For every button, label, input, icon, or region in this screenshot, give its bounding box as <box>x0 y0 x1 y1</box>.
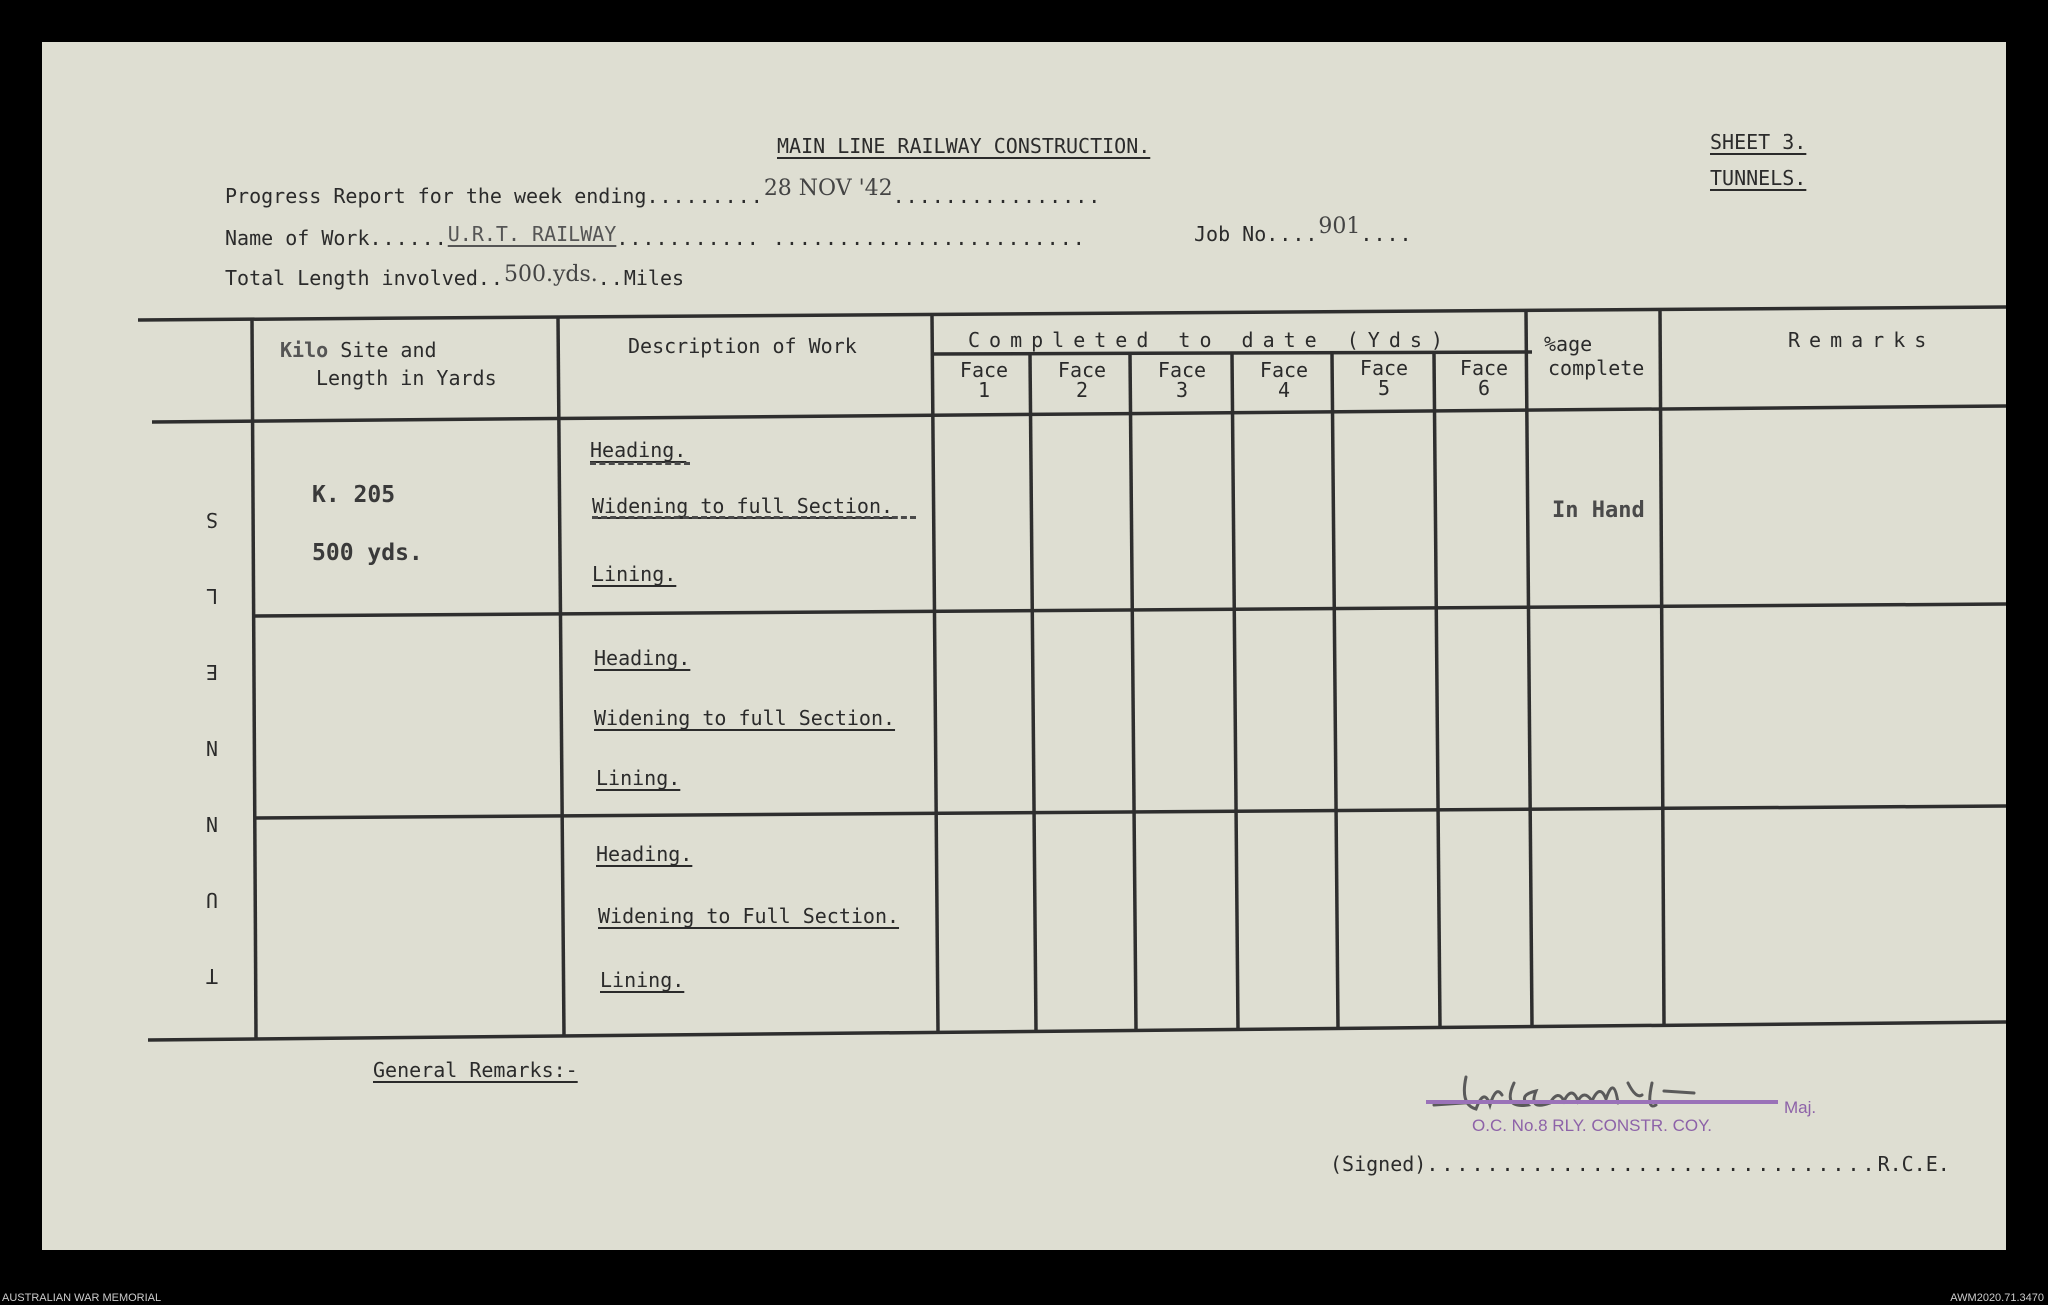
face-label: Face <box>1259 358 1309 382</box>
face-number: 2 <box>1075 378 1089 402</box>
face-label: Face <box>1359 356 1409 380</box>
face-number: 5 <box>1377 376 1391 400</box>
length-dots-before: .. <box>477 266 504 290</box>
job-dots-after: .... <box>1360 222 1413 246</box>
side-label-tunnels <box>197 482 227 1014</box>
signed-dots: .............................. <box>1426 1152 1878 1176</box>
row1-strike-heading <box>590 462 690 465</box>
header-site-line2: Length in Yards <box>316 366 497 390</box>
job-dots-before: .... <box>1266 222 1319 246</box>
archive-credit: AUSTRALIAN WAR MEMORIAL <box>2 1292 162 1304</box>
row3-work-widening: Widening to Full Section. <box>598 904 900 928</box>
face-header-4 <box>1254 360 1314 400</box>
signed-label: (Signed) <box>1330 1152 1427 1176</box>
face-number: 6 <box>1477 376 1491 400</box>
document-title: MAIN LINE RAILWAY CONSTRUCTION. <box>777 134 1151 158</box>
row1-percent: In Hand <box>1552 498 1645 523</box>
face-label: Face <box>959 358 1009 382</box>
work-dots-after: ........... ........................ <box>616 226 1086 250</box>
row2-work-widening: Widening to full Section. <box>594 706 896 730</box>
work-label: Name of Work <box>225 226 370 250</box>
header-remarks: Remarks <box>1788 328 1936 352</box>
side-letter: L <box>205 584 219 608</box>
face-label: Face <box>1057 358 1107 382</box>
row1-work-widening: Widening to full Section. <box>592 494 894 518</box>
side-letter: N <box>205 812 219 836</box>
row1-work-lining: Lining. <box>592 562 677 586</box>
face-header-1 <box>954 360 1014 400</box>
row1-strike-widening <box>592 516 916 519</box>
face-header-6 <box>1454 358 1514 398</box>
face-header-5 <box>1354 358 1414 398</box>
header-percent-1: %age <box>1544 332 1593 356</box>
general-remarks-label: General Remarks:- <box>373 1058 578 1082</box>
document-page <box>42 42 2006 1250</box>
job-value: 901 <box>1318 214 1361 239</box>
face-label: Face <box>1459 356 1509 380</box>
row1-work-heading: Heading. <box>590 438 687 462</box>
week-dots-after: ................ <box>892 184 1102 208</box>
week-label: Progress Report for the week ending <box>225 184 647 208</box>
week-value: 28 NOV '42 <box>763 176 893 201</box>
length-dots-after: .. <box>597 266 624 290</box>
stamp-rank: Maj. <box>1784 1098 1817 1117</box>
header-site-kilo: Kilo <box>280 338 329 362</box>
sheet-section: TUNNELS. <box>1710 166 1807 190</box>
stamp-unit: O.C. No.8 RLY. CONSTR. COY. <box>1472 1116 1712 1135</box>
face-number: 1 <box>977 378 991 402</box>
signed-line <box>1330 1152 1950 1176</box>
header-completed: Completed to date (Yds) <box>968 328 1452 352</box>
header-site-rest: Site and <box>340 338 437 362</box>
face-header-2 <box>1052 360 1112 400</box>
row2-work-lining: Lining. <box>596 766 681 790</box>
length-value: 500.yds. <box>503 262 598 287</box>
face-number: 4 <box>1277 378 1291 402</box>
header-percent-2: complete <box>1548 356 1645 380</box>
length-label: Total Length involved <box>225 266 478 290</box>
row3-work-lining: Lining. <box>600 968 685 992</box>
work-dots-before: ...... <box>369 226 448 250</box>
header-description: Description of Work <box>628 334 857 358</box>
job-label: Job No <box>1194 222 1267 246</box>
row1-site: K. 205 <box>312 482 396 508</box>
row2-work-heading: Heading. <box>594 646 691 670</box>
face-header-3 <box>1152 360 1212 400</box>
face-label: Face <box>1157 358 1207 382</box>
side-letter: E <box>205 660 219 684</box>
week-dots-before: ......... <box>646 184 764 208</box>
side-letter: U <box>205 888 219 912</box>
side-letter: N <box>205 736 219 760</box>
signed-role: R.C.E. <box>1877 1152 1950 1176</box>
length-unit: Miles <box>623 266 685 290</box>
face-number: 3 <box>1175 378 1189 402</box>
header-site <box>280 338 437 362</box>
work-value: U.R.T. RAILWAY <box>447 222 617 246</box>
archive-reference: AWM2020.71.3470 <box>1950 1292 2044 1304</box>
row1-length: 500 yds. <box>312 540 423 566</box>
stamp-rule <box>1426 1100 1778 1104</box>
row3-work-heading: Heading. <box>596 842 693 866</box>
side-letter: T <box>205 964 219 988</box>
sheet-number: SHEET 3. <box>1710 130 1807 154</box>
side-letter: S <box>205 508 219 532</box>
